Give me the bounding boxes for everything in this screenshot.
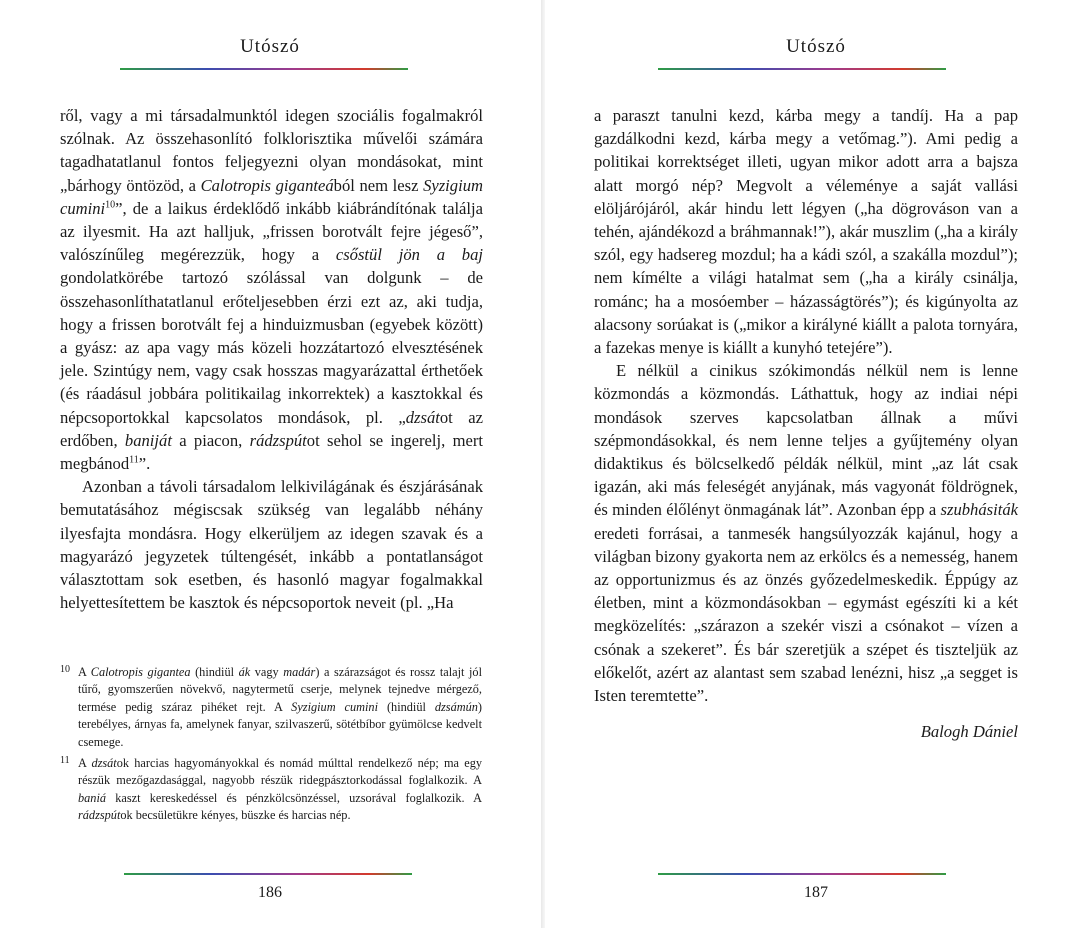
body-text: [594, 104, 1018, 707]
text-run: (hindiül: [378, 699, 435, 714]
running-head: Utószó: [786, 36, 846, 57]
right-page: [546, 0, 1086, 928]
text-run: ”.: [138, 454, 151, 474]
left-page: [0, 0, 540, 928]
page-number: 187: [804, 884, 828, 901]
text-run: ”, de a laikus érdeklődő inkább kiábrándítónak találja az ilyesmit. Ha azt halljuk, „frissen borotvált fejre jégeső”, valószínűleg megérezzük, hogy a: [60, 198, 483, 265]
footnote-text: [78, 665, 482, 749]
italic-text: madár: [283, 665, 316, 679]
body-text: [60, 104, 483, 614]
running-head: Utószó: [240, 36, 300, 57]
author-signature: Balogh Dániel: [920, 722, 1018, 741]
text-run: ok becsületükre kényes, büszke és harcias nép.: [120, 808, 351, 823]
book-gutter: [541, 0, 545, 928]
text-run: Azonban a távoli társadalom lelkivilágának és észjárásának bemutatásához mégiscsak szükség van legalább néhány ilyesfajta mondásra. Hogy elkerüljem az idegen szavak és a magyarázó jegyzetek túltengését, inkább a pontatlanságot választottam sok esetben, és hasonló magyar fogalmakkal helyettesítettem be kasztok és népcsoportok neveit (pl. „Ha: [60, 477, 483, 613]
footnote-mark: 10: [60, 664, 70, 675]
footnote-mark: 11: [60, 755, 70, 767]
text-run: A: [78, 665, 91, 679]
footer-rule: [658, 873, 946, 875]
italic-text: ák: [238, 665, 251, 679]
text-run: ból nem lesz: [333, 175, 424, 195]
italic-text: baniá: [78, 790, 107, 805]
text-run: ok harcias hagyományokkal és nomád múlttal rendelkező nép; ma egy részük mezőgazdasággal, nagyobb részük ridegpásztorkodással foglalkozik. A: [78, 756, 482, 788]
italic-text: Syzigium cumini: [60, 175, 483, 218]
italic-text: szubhásiták: [940, 500, 1018, 520]
italic-text: baniját: [124, 430, 172, 450]
italic-text: dzsát: [91, 756, 117, 771]
header-rule: [658, 68, 946, 70]
paragraph: [60, 475, 483, 614]
header-rule: [120, 68, 408, 70]
paragraph: [594, 104, 1018, 359]
text-run: ot sehol se ingerelj, mert megbánod: [60, 430, 483, 474]
footnotes: [60, 664, 482, 829]
italic-text: Calotropis gigantea: [90, 665, 191, 679]
text-run: ről, vagy a mi társadalmunktól idegen szociális fogalmakról szólnak. Az összehasonlító folklorisztika művelői számára tagadhatatlanul fontos feljegyezni olyan mondásokat, mint „bárhogy öntözöd, a: [60, 106, 483, 195]
footnote-ref: 10: [105, 199, 116, 211]
italic-text: rádzspút: [249, 430, 307, 450]
footnote-text: [78, 756, 482, 822]
text-run: a paraszt tanulni kezd, kárba megy a tandíj. Ha a pap gazdálkodni kezd, kárba megy a vetőmag.”). Ami pedig a politikai korrektséget illeti, ugyan mikor adott arra a bajsza alatt morgó nép? Megvolt a véleménye a saját vallási elöljárójáról, akár hindu lett légyen („ha dögrováson van a tehén, ajándékozd a bráhmannak!”), akár muszlim („ha a király szól, egy hadsereg mozdul; ha a kádi szól, a szakálla mozdul”); nem kímélte a világi hatalmat sem („ha a király csinálja, románc; ha a mosóember – házasságtörés”); és kigúnyolta az alacsony sorúakat is („mikor a királyné kiállt a palota tornyára, a fazekas menye is kiállt a kunyhó tetejére”).: [594, 106, 1018, 358]
text-run: vagy: [250, 665, 284, 679]
italic-text: Syzigium cumini: [291, 699, 378, 714]
italic-text: csőstül jön a baj: [335, 245, 484, 265]
italic-text: dzsámún: [434, 699, 478, 714]
italic-text: rádzspút: [78, 808, 121, 823]
text-run: kaszt kereskedéssel és pénzkölcsönzéssel, uzsorával foglalkozik. A: [106, 790, 482, 805]
text-run: a piacon,: [171, 430, 250, 450]
paragraph: [594, 359, 1018, 707]
italic-text: Calotropis giganteá: [200, 175, 334, 195]
italic-text: dzsát: [405, 407, 440, 427]
text-run: E nélkül a cinikus szókimondás nélkül nem is lenne közmondás a közmondás. Láthattuk, hogy az indiai népi mondások szerves kapcsolatban állnak a művi szépmondásokkal, és nem lenne teljes a gyűjtemény olyan didaktikus és bölcselkedő példák nélkül, mint „az lát csak igazán, aki más feleségét anyjának, más vagyonát földrögnek, és minden élőlényt önmagának lát”. Azonban épp a: [594, 361, 1018, 520]
footnote: [60, 664, 482, 751]
paragraph: [60, 104, 483, 475]
text-run: ) terebélyes, árnyas fa, amelynek fanyar, szilvaszerű, sötétbíbor gyümölcse kedvelt csemege.: [78, 699, 482, 749]
footer-rule: [124, 873, 412, 875]
text-run: eredeti forrásai, a tanmesék hangsúlyozzák kajánul, hogy a világban bizony gyakorta nem az erkölcs és a nemesség, hanem az opportunizmus és az önzés győzedelmeskedik. Éppúgy az életben, mint a közmondásokban – egymást egészíti ki a két megközelítés: „szárazon a szekér viszi a csónakot – vízen a csónak a szekeret”. És bár szeretjük a szépet és tiszteljük az előkelőt, azért az alantast sem szabad lenézni, hisz „a segget is Isten teremtette”.: [594, 523, 1018, 706]
text-run: ) a szárazságot és rossz talajt jól tűrő, gyomszerűen növekvő, nagytermetű cserje, melynek tejnedve mérgező, termése pedig száraz pihéket rejt. A: [78, 665, 482, 714]
text-run: A: [78, 756, 92, 771]
text-run: ot az erdőben,: [60, 407, 483, 450]
page-number: 186: [258, 884, 282, 901]
text-run: gondolatkörébe tartozó szólással van dolgunk – de összehasonlíthatatlanul erőteljesebben érzi ezt az, aki tudja, hogy a frissen borotvált fej a hinduizmusban (egyebek között) a gyász: az apa vagy más közeli hozzátartozó elvesztésének jele. Szintúgy nem, vagy csak hosszas magyarázattal érthetőek (és ráadásul jobbára politikailag inkorrektek) a kasztokkal és népcsoportokkal kapcsolatos mondások, pl. „: [60, 268, 483, 427]
footnote-ref: 11: [129, 454, 139, 466]
text-run: (hindiül: [190, 665, 239, 679]
footnote: [60, 755, 482, 825]
